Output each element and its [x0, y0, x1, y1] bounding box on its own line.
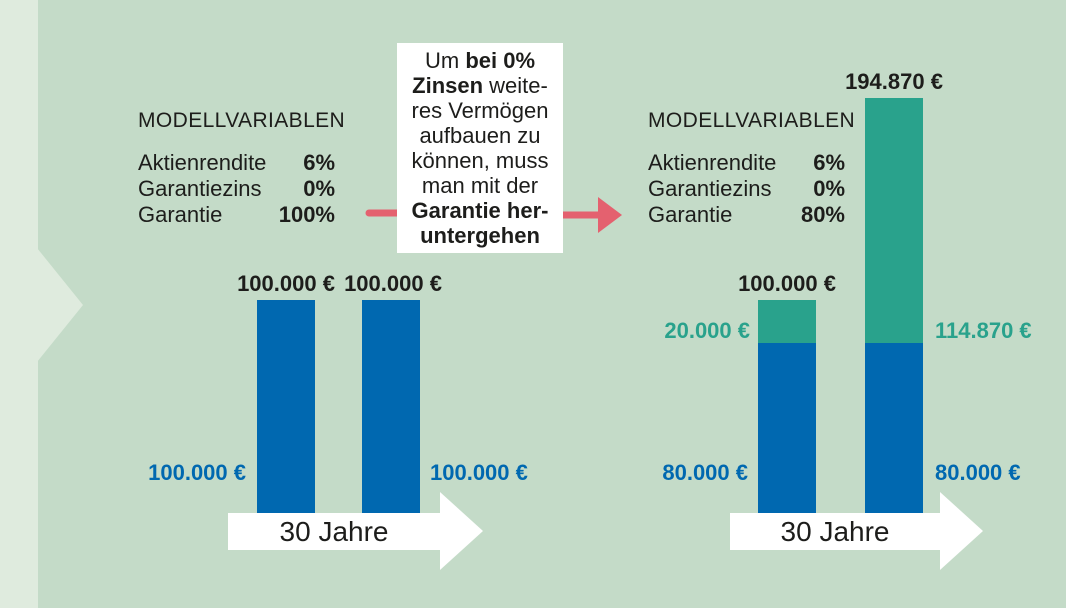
variable-value: 0%: [303, 176, 335, 201]
bar-segment-blue: [758, 343, 816, 513]
timeline-arrow-left: [228, 513, 440, 550]
callout-line: [397, 173, 563, 198]
side-value-label: 100.000 €: [430, 460, 528, 485]
bar-segment-blue: [362, 300, 420, 513]
callout-text-bold: bei 0%: [465, 48, 536, 73]
model-rows-right: [648, 150, 845, 228]
callout-line: [397, 48, 563, 73]
left-accent-band: [0, 0, 38, 608]
chevron-right-icon: [37, 248, 83, 362]
bar-right-1: [758, 300, 816, 513]
side-value-label: 80.000 €: [662, 460, 748, 485]
timeline-arrow-right: [730, 513, 940, 550]
bar-segment-teal: [865, 98, 923, 343]
timeline-arrowhead-icon: [940, 492, 983, 570]
variable-value: 6%: [303, 150, 335, 175]
model-row: [648, 202, 845, 228]
bar-left-1: [257, 300, 315, 513]
callout-line: [397, 223, 563, 248]
callout-line: [397, 98, 563, 123]
bar-total-label: 100.000 €: [237, 271, 335, 296]
bar-total-label: 100.000 €: [738, 271, 836, 296]
callout-text: aufbauen zu: [419, 123, 541, 148]
bar-left-2: [362, 300, 420, 513]
model-row: [138, 176, 335, 202]
model-title-right: MODELLVARIABLEN: [648, 109, 856, 132]
timeline-label: 30 Jahre: [279, 516, 389, 547]
variable-label: Garantiezins: [648, 176, 772, 201]
bar-right-2: [865, 98, 923, 513]
model-variables-right: [648, 108, 856, 134]
model-variables-left: [138, 108, 346, 134]
callout-text-bold: untergehen: [420, 223, 540, 248]
bar-segment-teal: [758, 300, 816, 343]
variable-label: Aktienrendite: [138, 150, 267, 175]
variable-label: Garantie: [138, 202, 223, 227]
callout-line: [397, 198, 563, 223]
variable-value: 0%: [813, 176, 845, 201]
callout-line: [397, 148, 563, 173]
variable-label: Aktienrendite: [648, 150, 777, 175]
model-row: [648, 176, 845, 202]
variable-label: Garantie: [648, 202, 733, 227]
bar-segment-blue: [257, 300, 315, 513]
callout-box: [397, 43, 563, 253]
timeline-label: 30 Jahre: [780, 516, 890, 547]
callout-text: können, muss: [411, 148, 549, 173]
bar-segment-blue: [865, 343, 923, 513]
variable-value: 6%: [813, 150, 845, 175]
side-value-label: 100.000 €: [148, 460, 246, 485]
bar-total-label: 100.000 €: [344, 271, 442, 296]
callout-text-bold: Zinsen: [412, 73, 484, 98]
model-title-left: MODELLVARIABLEN: [138, 109, 346, 132]
bar-total-label: 194.870 €: [845, 69, 943, 94]
side-value-label: 114.870 €: [935, 318, 1032, 343]
callout-text-bold: Garantie her-: [411, 198, 549, 223]
model-row: [138, 150, 335, 176]
side-value-label: 80.000 €: [935, 460, 1021, 485]
callout-text: res Vermögen: [411, 98, 549, 123]
callout-text: man mit der: [421, 173, 539, 198]
callout-text: weite-: [483, 73, 548, 98]
variable-label: Garantiezins: [138, 176, 262, 201]
callout-line: [397, 123, 563, 148]
model-rows-left: [138, 150, 335, 228]
model-row: [648, 150, 845, 176]
variable-value: 100%: [278, 202, 335, 227]
variable-value: 80%: [800, 202, 845, 227]
callout-line: [397, 73, 563, 98]
side-value-label: 20.000 €: [664, 318, 750, 343]
timeline-arrowhead-icon: [440, 492, 483, 570]
callout-text: Um: [424, 48, 466, 73]
model-row: [138, 202, 335, 228]
